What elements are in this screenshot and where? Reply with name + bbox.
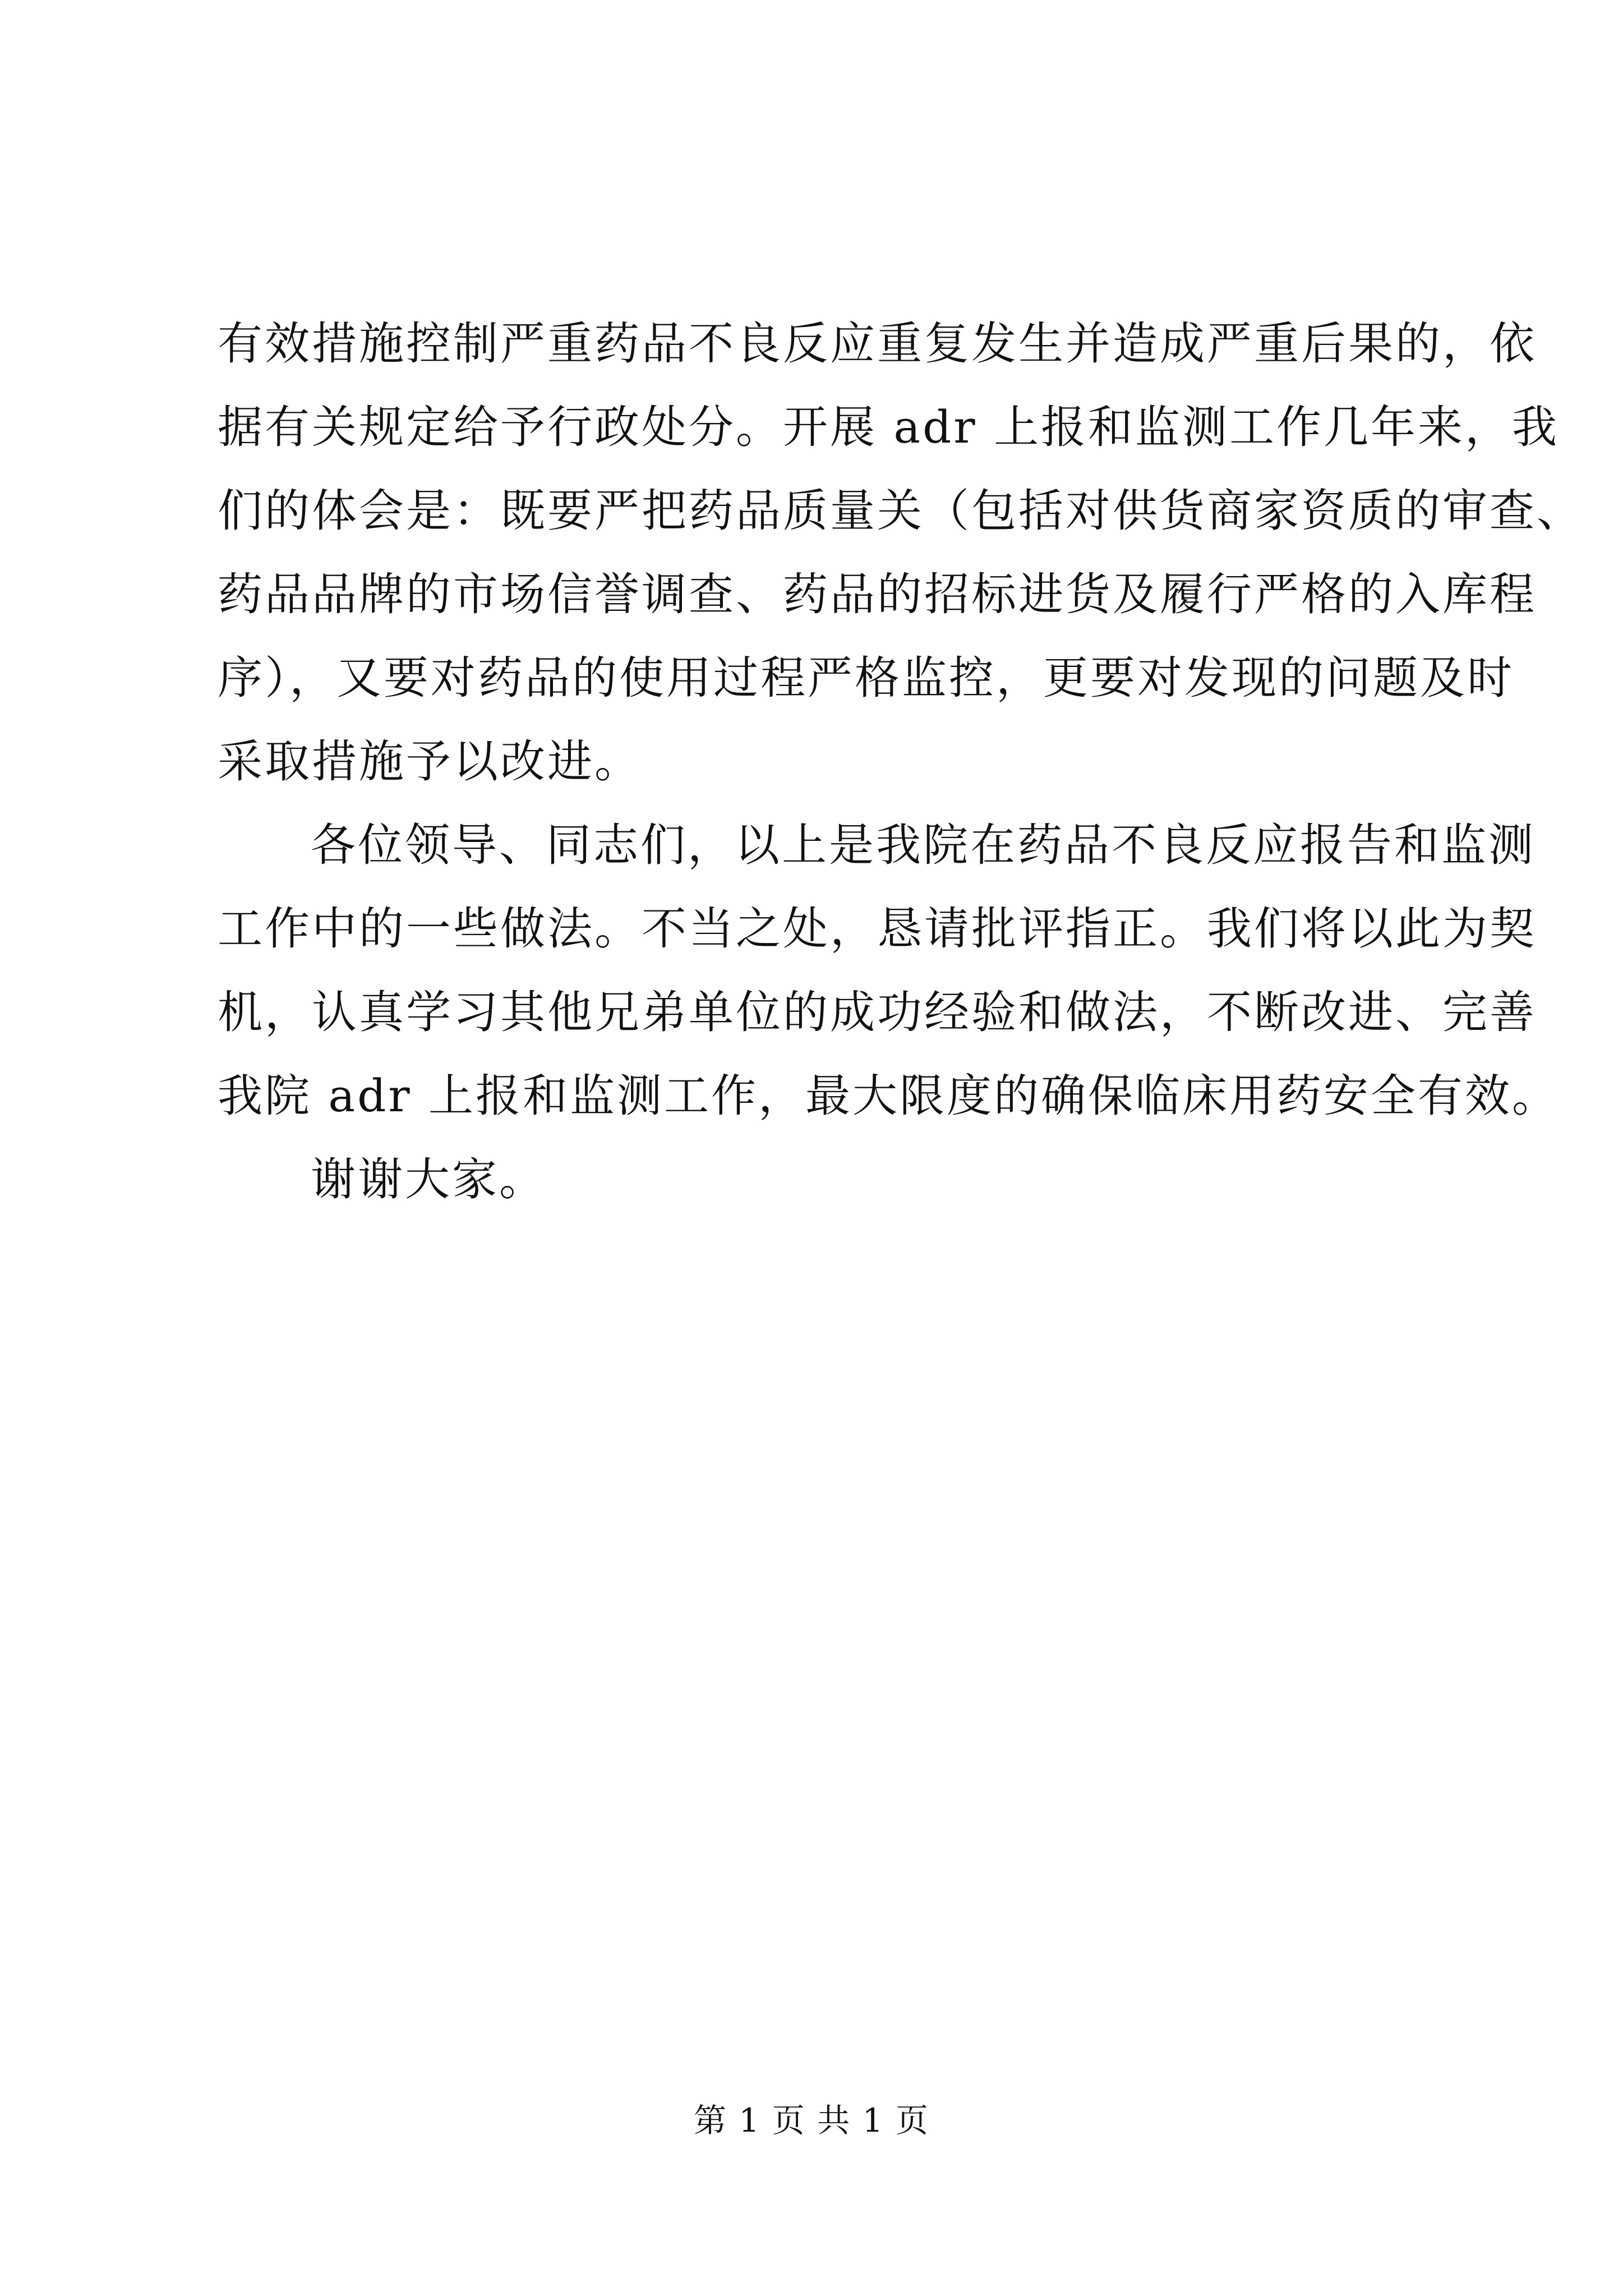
paragraph-line: 序），又要对药品的使用过程严格监控，更要对发现的问题及时: [218, 652, 1514, 704]
paragraph-line: 药品品牌的市场信誉调查、药品的招标进货及履行严格的入库程: [218, 568, 1537, 620]
paragraph-line: 有效措施控制严重药品不良反应重复发生并造成严重后果的，依: [218, 318, 1537, 370]
paragraph-2: [218, 803, 1560, 1138]
paragraph-line: 工作中的一些做法。不当之处，恳请批评指正。我们将以此为契: [218, 903, 1537, 955]
paragraph-line: 我院 adr 上报和监测工作，最大限度的确保临床用药安全有效。: [218, 1070, 1560, 1122]
paragraph-line: 各位领导、同志们，以上是我院在药品不良反应报告和监测: [311, 819, 1536, 871]
paragraph-line: 据有关规定给予行政处分。开展 adr 上报和监测工作几年来，我: [218, 401, 1560, 453]
paragraph-line: 谢谢大家。: [311, 1153, 546, 1205]
page-footer: [0, 2098, 1623, 2143]
page-number-label: 第 1 页 共 1 页: [694, 2101, 929, 2139]
paragraph-3: [218, 1138, 1423, 1221]
paragraph-line: 们的体会是：既要严把药品质量关（包括对供货商家资质的审查、: [218, 485, 1584, 537]
paragraph-line: 机，认真学习其他兄弟单位的成功经验和做法，不断改进、完善: [218, 986, 1537, 1038]
paragraph-line: 采取措施予以改进。: [218, 735, 642, 788]
document-body: [218, 302, 1584, 1221]
paragraph-1: [218, 302, 1584, 803]
